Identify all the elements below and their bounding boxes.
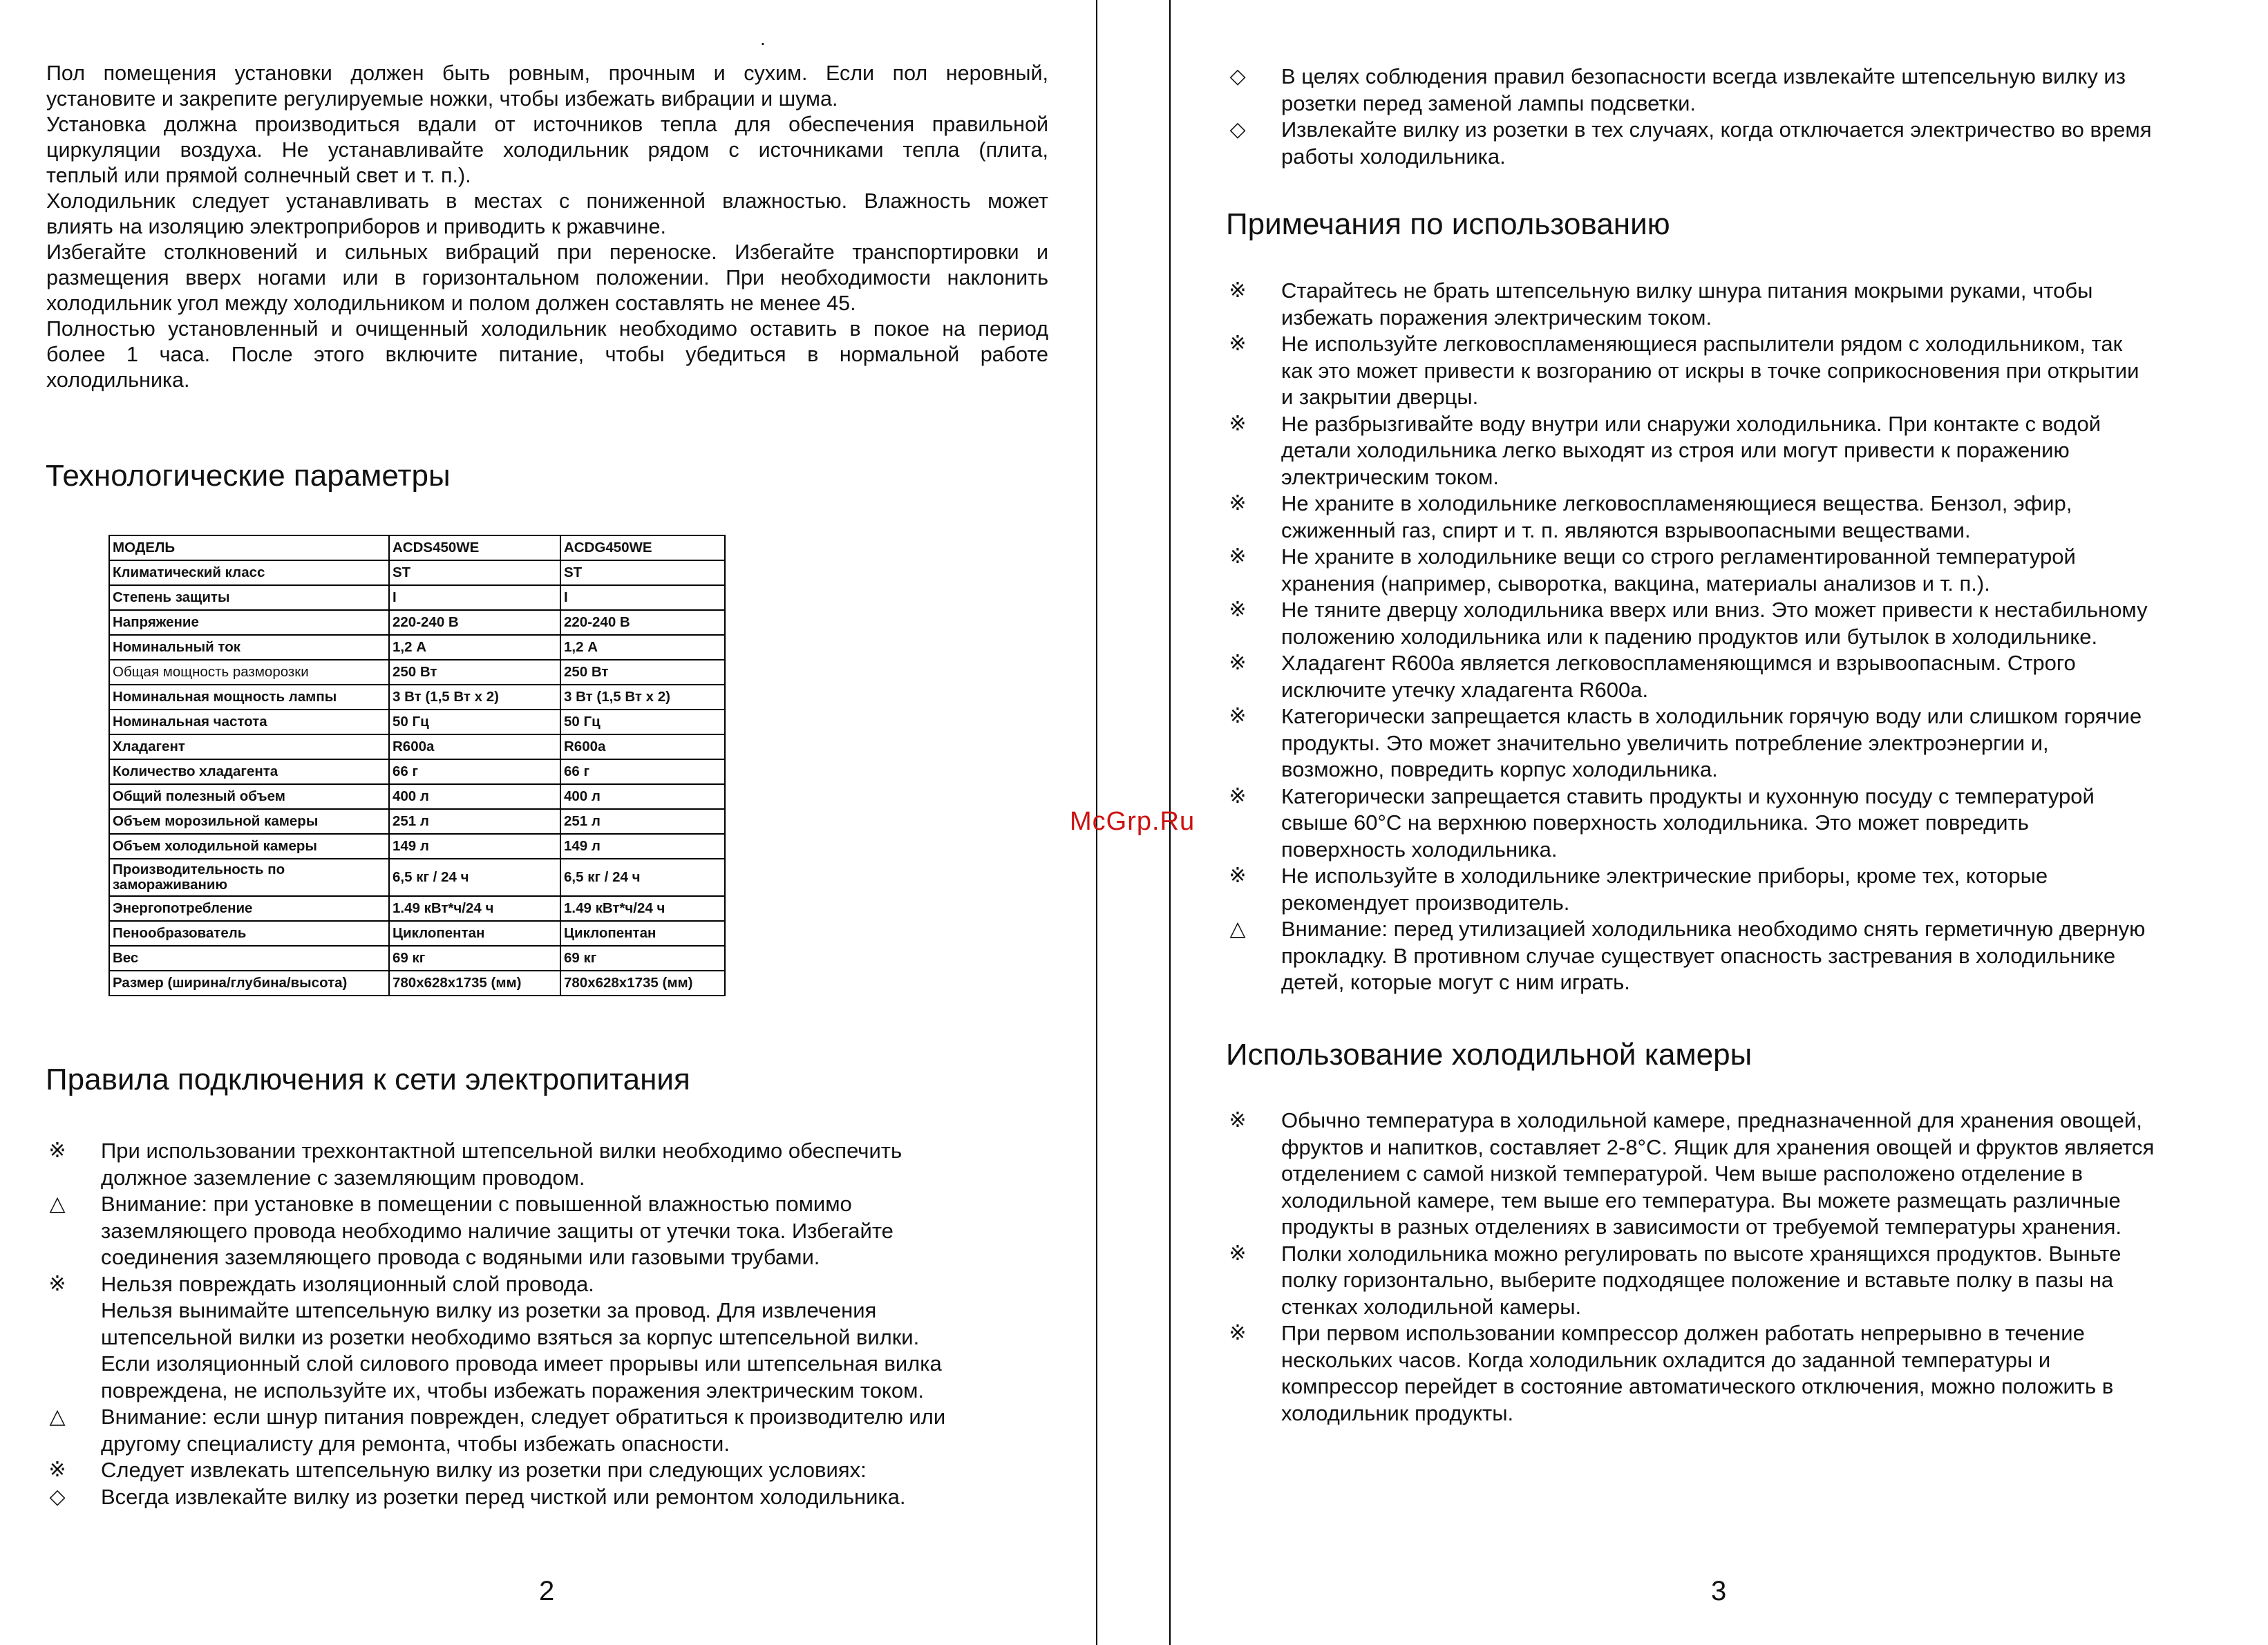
intro-line: Пол помещения установки должен быть ровным, прочным и сухим. Если пол неровный,	[46, 61, 1048, 85]
list-item	[1226, 278, 2249, 331]
list-item	[46, 1138, 1068, 1191]
spec-cell: 6,5 кг / 24 ч	[560, 859, 725, 896]
bullet-marker-icon: △	[1229, 917, 1246, 941]
intro-line: Избегайте столкновений и сильных вибраций при переноске. Избегайте транспортировки и	[46, 240, 1048, 264]
list-item-text: поверхность холодильника.	[1281, 837, 1558, 862]
spec-cell: 69 кг	[560, 946, 725, 971]
spec-row	[109, 734, 725, 759]
list-item	[46, 1404, 1068, 1457]
list-item	[1226, 783, 2249, 864]
fridge-usage-list	[1226, 1107, 2249, 1427]
list-item	[1226, 331, 2249, 411]
intro-line: холодильник угол между холодильником и полом должен составлять не менее 45.	[46, 292, 856, 315]
list-item-text: Всегда извлекайте вилку из розетки перед чисткой или ремонтом холодильника.	[101, 1484, 906, 1509]
spec-row	[109, 946, 725, 971]
list-item-text: положению холодильника или к падению продуктов или бутылок в холодильнике.	[1281, 624, 2098, 649]
list-item-text: компрессор перейдет в состояние автоматического отключения, можно положить в	[1281, 1374, 2114, 1398]
bullet-marker-icon: △	[49, 1192, 66, 1216]
intro-line: установите и закрепите регулируемые ножки, чтобы избежать вибрации и шума.	[46, 87, 838, 111]
intro-line: холодильника.	[46, 368, 190, 392]
list-item-text: повреждена, не используйте их, чтобы избежать поражения электрическим током.	[101, 1378, 925, 1402]
bullet-marker-icon: ※	[1229, 651, 1247, 675]
spec-cell: Номинальный ток	[109, 635, 389, 660]
list-item-text: Не используйте в холодильнике электрические приборы, кроме тех, которые	[1281, 864, 2048, 888]
bullet-marker-icon: ※	[1229, 1108, 1247, 1132]
list-item	[1226, 916, 2249, 996]
intro-line: Установка должна производиться вдали от источников тепла для обеспечения правильной	[46, 113, 1048, 136]
spec-cell: 50 Гц	[389, 710, 560, 734]
spec-cell: Напряжение	[109, 610, 389, 635]
spec-cell: 6,5 кг / 24 ч	[389, 859, 560, 896]
intro-line: более 1 часа. После этого включите питание, чтобы убедиться в нормальной работе	[46, 343, 1048, 366]
list-item-text: возможно, повредить корпус холодильника.	[1281, 757, 1718, 781]
spec-cell: R600a	[560, 734, 725, 759]
bullet-marker-icon: ※	[1229, 491, 1247, 515]
spec-row	[109, 759, 725, 784]
list-item-text: рекомендует производитель.	[1281, 890, 1570, 915]
list-item-text: избежать поражения электрическим током.	[1281, 305, 1712, 330]
spec-cell: 250 Вт	[560, 660, 725, 685]
spec-cell: ST	[560, 560, 725, 585]
spec-cell: 149 л	[389, 834, 560, 859]
bullet-marker-icon: ※	[1229, 411, 1247, 436]
list-item-text: Не тяните дверцу холодильника вверх или вниз. Это может привести к нестабильному	[1281, 598, 2148, 622]
intro-line: Холодильник следует устанавливать в местах с пониженной влажностью. Влажность может	[46, 189, 1048, 213]
bullet-marker-icon: ◇	[1229, 117, 1246, 142]
list-item-text: Не храните в холодильнике легковоспламеняющиеся вещества. Бензол, эфир,	[1281, 491, 2072, 515]
list-item-text: исключите утечку хладагента R600a.	[1281, 677, 1649, 702]
list-item	[46, 1457, 1068, 1484]
list-item	[1226, 650, 2249, 703]
spec-row	[109, 921, 725, 946]
spec-cell: Производительность по замораживанию	[109, 859, 389, 896]
tech-heading: Технологические параметры	[46, 459, 451, 493]
list-item-text: Не используйте легковоспламеняющиеся распылители рядом с холодильником, так	[1281, 332, 2123, 356]
bullet-marker-icon: ※	[1229, 704, 1247, 728]
spec-cell: Пенообразователь	[109, 921, 389, 946]
list-item-text: нескольких часов. Когда холодильник охладится до заданной температуры и	[1281, 1347, 2051, 1372]
spec-cell: Циклопентан	[389, 921, 560, 946]
list-item	[1226, 117, 2249, 170]
power-rules-list	[46, 1138, 1068, 1510]
intro-line: Полностью установленный и очищенный холодильник необходимо оставить в покое на период	[46, 317, 1048, 341]
list-item-text: электрическим током.	[1281, 464, 1499, 489]
notes-heading: Примечания по использованию	[1226, 207, 1670, 241]
spec-row	[109, 560, 725, 585]
list-item	[1226, 1241, 2249, 1321]
spec-cell: Объем холодильной камеры	[109, 834, 389, 859]
spec-cell: ACDG450WE	[560, 535, 725, 560]
list-item-text: Внимание: при установке в помещении с повышенной влажностью помимо	[101, 1192, 852, 1216]
spec-row	[109, 585, 725, 610]
list-item	[1226, 703, 2249, 783]
bullet-marker-icon: △	[49, 1405, 66, 1429]
spec-cell: ST	[389, 560, 560, 585]
bullet-marker-icon: ※	[48, 1458, 66, 1482]
spec-row	[109, 834, 725, 859]
intro-line: влиять на изоляцию электроприборов и приводить к ржавчине.	[46, 215, 666, 238]
spec-cell: I	[389, 585, 560, 610]
list-item-text: сжиженный газ, спирт и т. п. являются взрывоопасными веществами.	[1281, 517, 1971, 542]
list-item-text: продукты в разных отделениях в зависимости от требуемой температуры хранения.	[1281, 1215, 2122, 1239]
spec-cell: Климатический класс	[109, 560, 389, 585]
bullet-marker-icon: ※	[1229, 332, 1247, 356]
intro-paragraphs	[46, 61, 1048, 393]
spec-cell: R600a	[389, 734, 560, 759]
list-item-text: Нельзя повреждать изоляционный слой провода.	[101, 1271, 594, 1296]
fridge-heading: Использование холодильной камеры	[1226, 1038, 1752, 1072]
spec-cell: Циклопентан	[560, 921, 725, 946]
list-item	[46, 1191, 1068, 1271]
spec-cell: 1,2 А	[389, 635, 560, 660]
spec-row	[109, 635, 725, 660]
spec-row	[109, 685, 725, 710]
spec-cell: 780x628x1735 (мм)	[560, 971, 725, 996]
power-heading: Правила подключения к сети электропитания	[46, 1063, 690, 1096]
spec-cell: 3 Вт (1,5 Вт х 2)	[389, 685, 560, 710]
spec-cell: МОДЕЛЬ	[109, 535, 389, 560]
list-item-text: Категорически запрещается ставить продукты и кухонную посуду с температурой	[1281, 783, 2095, 808]
list-item-text: как это может привести к возгоранию от искры в точке соприкосновения при открытии	[1281, 358, 2139, 383]
list-item-text: работы холодильника.	[1281, 144, 1506, 169]
spec-cell: 250 Вт	[389, 660, 560, 685]
bullet-marker-icon: ※	[1229, 278, 1247, 303]
spec-cell: 220-240 В	[389, 610, 560, 635]
list-item-text: Извлекайте вилку из розетки в тех случаях, когда отключается электричество во время	[1281, 117, 2152, 142]
list-item-text: соединения заземляющего провода с водяными или газовыми трубами.	[101, 1245, 820, 1269]
list-item-text: Обычно температура в холодильной камере, предназначенной для хранения овощей,	[1281, 1108, 2142, 1132]
spec-cell: I	[560, 585, 725, 610]
spec-row	[109, 971, 725, 996]
list-item-text: продукты. Это может значительно увеличить потребление электроэнергии и,	[1281, 730, 2049, 755]
list-item-text: Полки холодильника можно регулировать по высоте хранящихся продуктов. Выньте	[1281, 1241, 2121, 1266]
spec-cell: Энергопотребление	[109, 896, 389, 921]
list-item	[1226, 64, 2249, 117]
spec-cell: 66 г	[389, 759, 560, 784]
spec-cell: 1.49 кВт*ч/24 ч	[389, 896, 560, 921]
spec-row	[109, 859, 725, 896]
list-item	[1226, 1320, 2249, 1427]
usage-notes-list	[1226, 278, 2249, 996]
spec-cell: Степень защиты	[109, 585, 389, 610]
spec-cell: 400 л	[560, 784, 725, 809]
list-item-text: Хладагент R600a является легковоспламеняющимся и взрывоопасным. Строго	[1281, 651, 2076, 675]
list-item-text: Если изоляционный слой силового провода имеет прорывы или штепсельная вилка	[101, 1351, 942, 1376]
spec-row	[109, 710, 725, 734]
spec-row	[109, 660, 725, 685]
list-item-text: хранения (например, сыворотка, вакцина, материалы анализов и т. п.).	[1281, 571, 1990, 596]
spec-cell: 1.49 кВт*ч/24 ч	[560, 896, 725, 921]
spec-cell: 251 л	[389, 809, 560, 834]
list-item-text: При первом использовании компрессор должен работать непрерывно в течение	[1281, 1321, 2085, 1345]
intro-line: циркуляции воздуха. Не устанавливайте холодильник рядом с источниками тепла (плита,	[46, 138, 1048, 162]
spec-cell: Размер (ширина/глубина/высота)	[109, 971, 389, 996]
bullet-marker-icon: ◇	[49, 1484, 66, 1509]
spec-cell: 69 кг	[389, 946, 560, 971]
safety-list	[1226, 64, 2249, 170]
bullet-marker-icon: ※	[48, 1139, 66, 1163]
list-item-text: Внимание: если шнур питания поврежден, следует обратиться к производителю или	[101, 1405, 946, 1429]
spec-cell: Общая мощность разморозки	[109, 660, 389, 685]
list-item	[1226, 491, 2249, 544]
intro-line: теплый или прямой солнечный свет и т. п.).	[46, 164, 471, 187]
list-item-text: отделением с самой низкой температурой. Чем выше расположено отделение в	[1281, 1161, 2083, 1186]
list-item-text: Категорически запрещается класть в холодильник горячую воду или слишком горячие	[1281, 704, 2142, 728]
spec-cell: 1,2 А	[560, 635, 725, 660]
list-item	[1226, 544, 2249, 597]
list-item	[1226, 863, 2249, 916]
list-item-text: Не храните в холодильнике вещи со строго регламентированной температурой	[1281, 544, 2076, 569]
spec-cell: 66 г	[560, 759, 725, 784]
list-item-text: детали холодильника легко выходят из строя или могут привести к поражению	[1281, 438, 2070, 462]
list-item-text: Внимание: перед утилизацией холодильника необходимо снять герметичную дверную	[1281, 917, 2146, 941]
list-item-text: штепсельной вилки из розетки необходимо взяться за корпус штепсельной вилки.	[101, 1324, 920, 1349]
list-item-text: и закрытии дверцы.	[1281, 385, 1479, 409]
spec-cell: 220-240 В	[560, 610, 725, 635]
list-item-text: Старайтесь не брать штепсельную вилку шнура питания мокрыми руками, чтобы	[1281, 278, 2093, 303]
list-item-text: детей, которые могут с ним играть.	[1281, 970, 1630, 994]
right-page	[1169, 0, 2268, 1645]
list-item-text: холодильной камере, тем выше его температура. Вы можете размещать различные	[1281, 1188, 2121, 1213]
watermark: McGrp.Ru	[1070, 807, 1196, 836]
bullet-marker-icon: ※	[1229, 783, 1247, 808]
left-page	[0, 0, 1097, 1645]
spec-row	[109, 896, 725, 921]
list-item	[1226, 597, 2249, 650]
bullet-marker-icon: ※	[1229, 1241, 1247, 1266]
list-item-text: заземляющего провода необходимо наличие защиты от утечки тока. Избегайте	[101, 1218, 894, 1243]
spec-row	[109, 809, 725, 834]
top-mark: .	[760, 28, 766, 49]
list-item	[46, 1484, 1068, 1511]
spec-cell: ACDS450WE	[389, 535, 560, 560]
intro-line: размещения вверх ногами или в горизонтальном положении. При необходимости наклонить	[46, 266, 1048, 289]
list-item-text: другому специалисту для ремонта, чтобы избежать опасности.	[101, 1431, 730, 1456]
list-item-text: Следует извлекать штепсельную вилку из розетки при следующих условиях:	[101, 1458, 867, 1482]
list-item-text: Нельзя вынимайте штепсельную вилку из розетки за провод. Для извлечения	[101, 1298, 877, 1322]
spec-row	[109, 610, 725, 635]
spec-cell: 50 Гц	[560, 710, 725, 734]
spec-cell: Общий полезный объем	[109, 784, 389, 809]
spec-row	[109, 784, 725, 809]
spec-cell: 3 Вт (1,5 Вт х 2)	[560, 685, 725, 710]
spec-cell: 400 л	[389, 784, 560, 809]
spec-cell: Вес	[109, 946, 389, 971]
bullet-marker-icon: ◇	[1229, 64, 1246, 88]
bullet-marker-icon: ※	[1229, 598, 1247, 622]
list-item-text: В целях соблюдения правил безопасности всегда извлекайте штепсельную вилку из	[1281, 64, 2126, 88]
page-number: 2	[539, 1576, 555, 1606]
spec-header-row	[109, 535, 725, 560]
list-item-text: розетки перед заменой лампы подсветки.	[1281, 91, 1697, 115]
list-item-text: стенках холодильной камеры.	[1281, 1294, 1582, 1319]
bullet-marker-icon: ※	[1229, 864, 1247, 888]
spec-cell: Номинальная частота	[109, 710, 389, 734]
spec-cell: 780x628x1735 (мм)	[389, 971, 560, 996]
bullet-marker-icon: ※	[1229, 544, 1247, 569]
list-item	[1226, 411, 2249, 491]
spec-cell: 251 л	[560, 809, 725, 834]
spec-cell: Номинальная мощность лампы	[109, 685, 389, 710]
spec-cell: Объем морозильной камеры	[109, 809, 389, 834]
list-item	[1226, 1107, 2249, 1241]
page-number: 3	[1711, 1576, 1727, 1606]
list-item-text: При использовании трехконтактной штепсельной вилки необходимо обеспечить	[101, 1139, 903, 1163]
list-item-text: свыше 60°С на верхнюю поверхность холодильника. Это может повредить	[1281, 810, 2029, 835]
list-item-text: Не разбрызгивайте воду внутри или снаружи холодильника. При контакте с водой	[1281, 411, 2101, 436]
spec-cell: Количество хладагента	[109, 759, 389, 784]
list-item-text: должное заземление с заземляющим проводом.	[101, 1165, 585, 1190]
list-item-text: холодильник продукты.	[1281, 1400, 1514, 1425]
list-item-text: фруктов и напитков, составляет 2-8°С. Ящик для хранения овощей и фруктов является	[1281, 1134, 2155, 1159]
list-item-text: полку горизонтально, выберите подходящее положение и вставьте полку в пазы на	[1281, 1268, 2114, 1292]
spec-table	[108, 535, 726, 996]
list-item	[46, 1271, 1068, 1405]
bullet-marker-icon: ※	[48, 1271, 66, 1296]
spec-cell: 149 л	[560, 834, 725, 859]
list-item-text: прокладку. В противном случае существует опасность застревания в холодильнике	[1281, 943, 2116, 968]
spec-cell: Хладагент	[109, 734, 389, 759]
bullet-marker-icon: ※	[1229, 1321, 1247, 1345]
